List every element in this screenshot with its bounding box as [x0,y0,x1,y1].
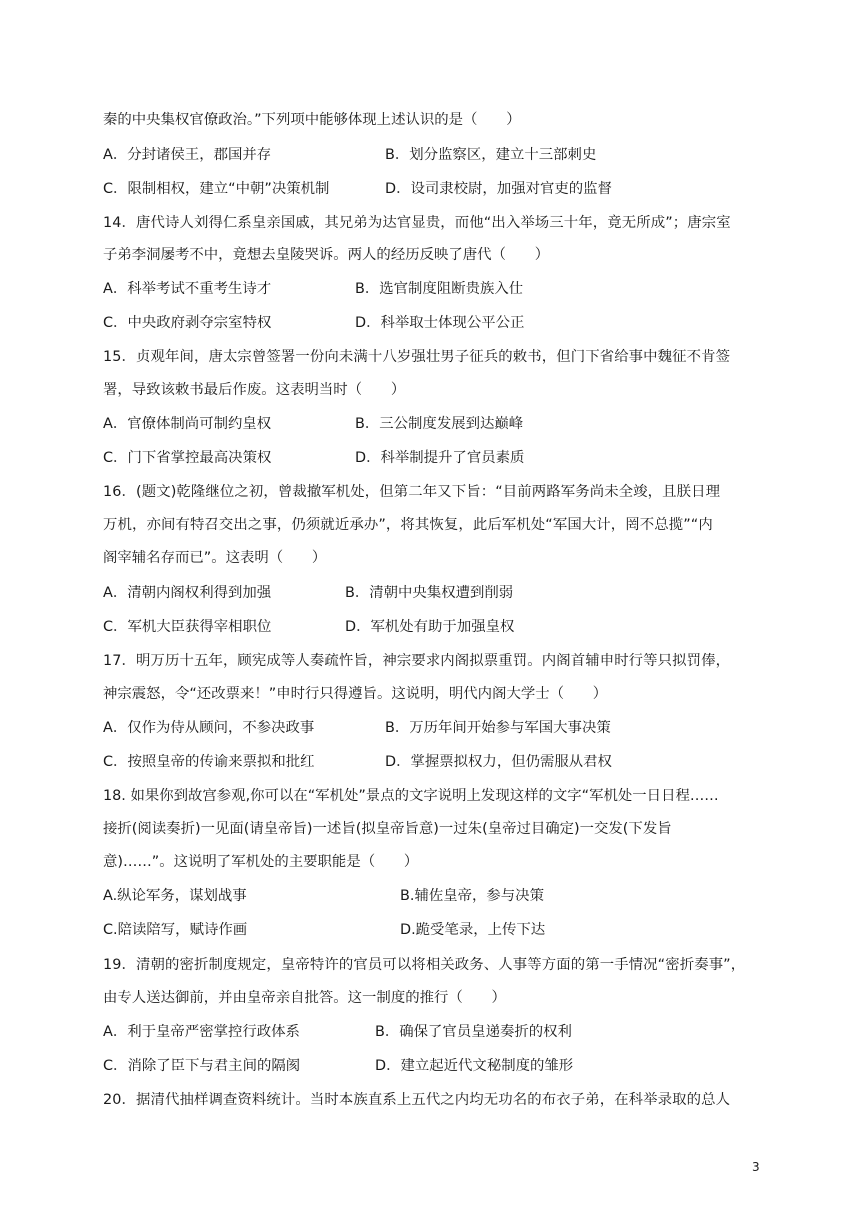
q19-option-d: D．建立起近代文秘制度的雏形 [375,1058,574,1074]
question-15-line-1: 15．贞观年间，唐太宗曾签署一份向未满十八岁强壮男子征兵的敕书，但门下省给事中魏征不肯签 [103,349,731,365]
q18-option-b: B.辅佐皇帝，参与决策 [400,888,544,904]
q18-option-a: A.纵论军务，谋划战事 [103,888,247,904]
question-17-line-2: 神宗震怒，令“还改票来！”申时行只得遵旨。这说明，明代内阁大学士（ ） [103,686,608,702]
q16-option-d: D．军机处有助于加强皇权 [345,619,515,635]
question-16-line-2: 万机，亦间有特召交出之事，仍须就近承办”，将其恢复，此后军机处“军国大计，罔不总揽”“内 [103,517,713,533]
q18-option-d: D.跪受笔录，上传下达 [400,922,546,938]
question-19-line-2: 由专人送达御前，并由皇帝亲自批答。这一制度的推行（ ） [103,990,506,1006]
q14-option-c: C．中央政府剥夺宗室特权 [103,315,272,331]
question-15-line-2: 署，导致该敕书最后作废。这表明当时（ ） [103,382,406,398]
q17-option-d: D．掌握票拟权力，但仍需服从君权 [385,754,612,770]
q13-option-a: A．分封诸侯王，郡国并存 [103,147,272,163]
question-16-line-3: 阁宰辅名存而已”。这表明（ ） [103,550,327,566]
question-18-line-2: 接折(阅读奏折)一见面(请皇帝旨)一述旨(拟皇帝旨意)一过朱(皇帝过目确定)一交发(下发旨 [103,821,672,837]
q19-option-c: C．消除了臣下与君主间的隔阂 [103,1058,301,1074]
q16-option-a: A．清朝内阁权利得到加强 [103,585,272,601]
question-18-line-3: 意)……”。这说明了军机处的主要职能是（ ） [103,854,419,870]
q14-option-b: B．选官制度阻断贵族入仕 [355,281,524,297]
question-14-line-1: 14．唐代诗人刘得仁系皇亲国戚，其兄弟为达官显贵，而他“出入举场三十年，竟无所成”；唐宗室 [103,215,731,231]
q15-option-a: A．官僚体制尚可制约皇权 [103,416,272,432]
question-16-line-1: 16．(题文)乾隆继位之初，曾裁撤军机处，但第二年又下旨：“目前两路军务尚未全竣，且朕日理 [103,484,721,500]
q17-option-a: A．仅作为侍从顾问，不参决政事 [103,720,315,736]
question-13-stem-end: 秦的中央集权官僚政治。”下列项中能够体现上述认识的是（ ） [103,112,521,128]
question-18-line-1: 18. 如果你到故宫参观,你可以在“军机处”景点的文字说明上发现这样的文字“军机处一日日程…… [103,788,719,804]
q16-option-c: C．军机大臣获得宰相职位 [103,619,272,635]
q13-option-b: B．划分监察区，建立十三部刺史 [385,147,597,163]
question-14-line-2: 子弟李洞屡考不中，竟想去皇陵哭诉。两人的经历反映了唐代（ ） [103,247,550,263]
q19-option-a: A．利于皇帝严密掌控行政体系 [103,1024,300,1040]
q13-option-c: C．限制相权，建立“中朝”决策机制 [103,181,330,197]
q15-option-d: D．科举制提升了官员素质 [355,450,525,466]
question-20-line-1: 20．据清代抽样调查资料统计。当时本族直系上五代之内均无功名的布衣子弟，在科举录取的总人 [103,1092,731,1108]
q17-option-c: C．按照皇帝的传谕来票拟和批红 [103,754,315,770]
question-17-line-1: 17．明万历十五年，顾宪成等人奏疏忤旨，神宗要求内阁拟票重罚。内阁首辅申时行等只拟罚俸， [103,653,731,669]
q17-option-b: B．万历年间开始参与军国大事决策 [385,720,611,736]
q14-option-a: A．科举考试不重考生诗才 [103,281,272,297]
q13-option-d: D．设司隶校尉，加强对官吏的监督 [385,181,612,197]
q15-option-b: B．三公制度发展到达巅峰 [355,416,524,432]
q18-option-c: C.陪读陪写，赋诗作画 [103,922,248,938]
q14-option-d: D．科举取士体现公平公正 [355,315,525,331]
q16-option-b: B．清朝中央集权遭到削弱 [345,585,514,601]
q19-option-b: B．确保了官员皇递奏折的权利 [375,1024,572,1040]
page-number: 3 [752,1160,760,1174]
question-19-line-1: 19．清朝的密折制度规定，皇帝特许的官员可以将相关政务、人事等方面的第一手情况“密折奏事”， [103,957,746,973]
q15-option-c: C．门下省掌控最高决策权 [103,450,272,466]
